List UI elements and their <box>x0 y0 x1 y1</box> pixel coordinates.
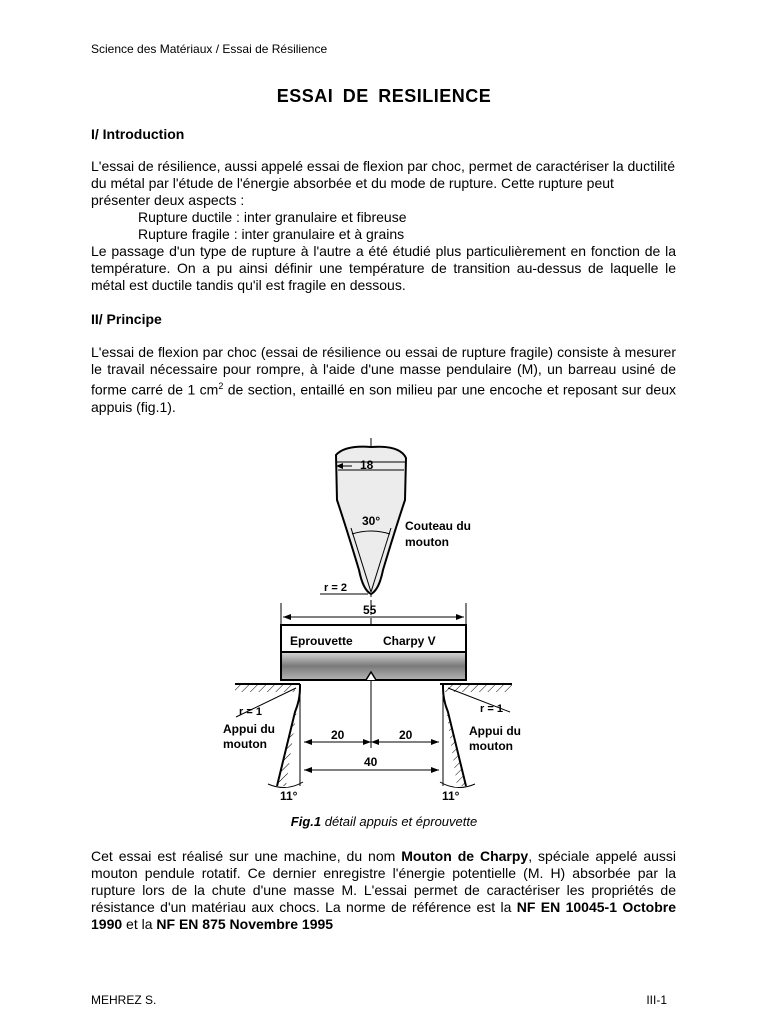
section-heading-introduction: I/ Introduction <box>91 126 185 142</box>
label-40: 40 <box>364 755 378 769</box>
principe-paragraph <box>91 344 676 416</box>
running-header: Science des Matériaux / Essai de Résilience <box>91 42 328 56</box>
conclusion-text-2: , spéciale appelé aussi mouton pendule rotatif. Ce dernier enregistre l'énergie potentielle (M. H) absorbée par la rupture lors de la chute d'une masse M. L'essai permet de caractériser les propriétés de résistance d'un matériau aux chocs. La norme de référence est la <box>91 848 677 915</box>
label-couteau-mouton: mouton <box>405 535 449 549</box>
aspect-fragile: Rupture fragile : inter granulaire et à grains <box>138 226 405 242</box>
label-30-deg: 30° <box>362 514 381 528</box>
label-20-left: 20 <box>331 728 345 742</box>
figure-caption <box>0 814 768 829</box>
label-charpy: Charpy V <box>383 634 436 648</box>
label-r1-left: r = 1 <box>239 706 262 718</box>
label-appui-right: Appui du <box>469 724 521 738</box>
figure-caption-text: détail appuis et éprouvette <box>321 814 478 829</box>
conclusion-paragraph <box>91 848 676 933</box>
page-title: ESSAI DE RESILIENCE <box>276 86 492 106</box>
label-appui-left-mouton: mouton <box>223 737 267 751</box>
label-55: 55 <box>363 603 377 617</box>
right-support <box>443 684 466 786</box>
label-11-left: 11° <box>280 789 298 803</box>
label-18: 18 <box>360 458 374 472</box>
intro-transition-text: Le passage d'un type de rupture à l'autre a été étudié plus particulièrement en fonction de la température. On a pu ainsi définir une température de transition au-dessus de laquelle le métal est ductile tandis qu'il est fragile en dessous. <box>91 243 676 293</box>
conclusion-text-3: et la <box>122 916 157 932</box>
footer-author: MEHREZ S. <box>91 993 157 1007</box>
norme-nf-en-10045: NF EN 10045-1 Octobre 1990 <box>91 899 677 932</box>
section-heading-principe: II/ Principe <box>91 311 162 327</box>
principe-superscript: 2 <box>218 381 224 391</box>
label-appui-left: Appui du <box>223 722 275 736</box>
label-r2: r = 2 <box>324 582 347 594</box>
aspect-ductile: Rupture ductile : inter granulaire et fibreuse <box>138 209 407 225</box>
conclusion-text-1: Cet essai est réalisé sur une machine, du nom <box>91 848 402 864</box>
intro-paragraph <box>91 158 676 294</box>
intro-text: L'essai de résilience, aussi appelé essai de flexion par choc, permet de caractériser la ductilité du métal par l'étude de l'énergie absorbée et du mode de rupture. Cette rupture peut présenter deux aspects : <box>91 158 675 208</box>
label-appui-right-mouton: mouton <box>469 739 513 753</box>
label-couteau: Couteau du <box>405 519 471 533</box>
footer-page-number: III-1 <box>646 993 667 1007</box>
charpy-figure <box>0 430 768 810</box>
principe-text-a: L'essai de flexion par choc (essai de résilience ou essai de rupture fragile) consiste à mesurer le travail nécessaire pour rompre, à l'aide d'une masse pendulaire (M), un barreau usiné de forme carré de 1 cm <box>91 344 676 398</box>
norme-nf-en-875: NF EN 875 Novembre 1995 <box>156 916 334 932</box>
figure-caption-label: Fig.1 <box>290 814 322 829</box>
principe-text-b: de section, entaillé en son milieu par une encoche et reposant sur deux appuis (fig.1). <box>91 381 676 415</box>
mouton-de-charpy: Mouton de Charpy <box>401 848 529 864</box>
label-r1-right: r = 1 <box>480 703 503 715</box>
left-support <box>277 684 300 786</box>
label-eprouvette: Eprouvette <box>290 634 353 648</box>
label-11-right: 11° <box>442 789 460 803</box>
label-20-right: 20 <box>399 728 413 742</box>
